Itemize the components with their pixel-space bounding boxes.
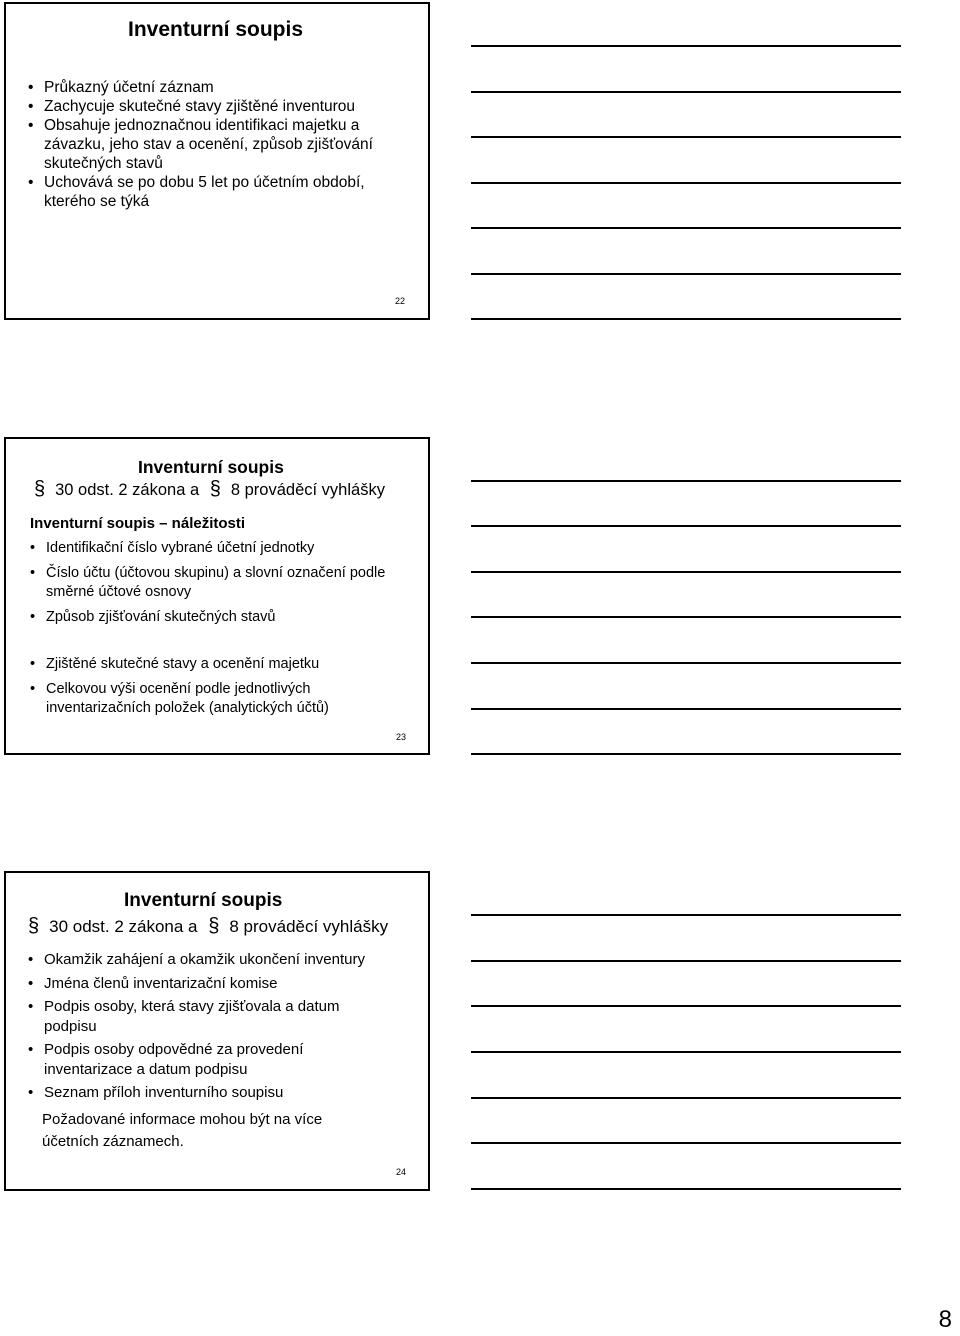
note-line — [471, 273, 901, 275]
note-line — [471, 914, 901, 916]
note-line — [471, 708, 901, 710]
list-item: • Jména členů inventarizační komise — [28, 974, 278, 992]
note-line — [471, 525, 901, 527]
slide-22 — [4, 2, 430, 320]
list-item: • Způsob zjišťování skutečných stavů — [30, 608, 276, 625]
slide-24 — [4, 871, 430, 1191]
list-item: • Číslo účtu (účtovou skupinu) a slovní označení podle směrné účtové osnovy — [30, 564, 386, 600]
note-line — [471, 1051, 901, 1053]
list-item: • Zachycuje skutečné stavy zjištěné inventurou — [28, 98, 356, 115]
section-symbol: § — [34, 478, 46, 500]
section-heading: Inventurní soupis – náležitosti — [30, 515, 246, 532]
note-line — [471, 182, 901, 184]
list-item: • Okamžik zahájení a okamžik ukončení inventury — [28, 951, 365, 968]
section-symbol: § — [28, 915, 40, 937]
section-symbol: § — [209, 478, 221, 500]
slide-number: 22 — [395, 296, 406, 306]
list-item: • Podpis osoby odpovědné za provedení inventarizace a datum podpisu — [28, 1041, 304, 1078]
list-item: • Podpis osoby, která stavy zjišťovala a datum podpisu — [28, 998, 340, 1035]
slide-subtitle: § 30 odst. 2 zákona a § 8 prováděcí vyhlášky — [28, 915, 389, 937]
note-line — [471, 45, 901, 47]
bullet-list — [28, 950, 413, 1103]
note-line — [471, 136, 901, 138]
list-item: • Obsahuje jednoznačnou identifikaci majetku a závazku, jeho stav a ocenění, způsob zjišťování skutečných stavů — [28, 117, 373, 172]
note-line — [471, 1188, 901, 1190]
slide-title: Inventurní soupis — [124, 890, 283, 911]
list-item: • Uchovává se po dobu 5 let po účetním období, kterého se týká — [28, 174, 365, 210]
note-line — [471, 480, 901, 482]
slide-23 — [4, 437, 430, 755]
section-symbol: § — [208, 915, 220, 937]
note-line — [471, 1142, 901, 1144]
bullet-list — [30, 655, 400, 719]
slide-title: Inventurní soupis — [138, 457, 284, 477]
note-line — [471, 1005, 901, 1007]
note-line — [471, 616, 901, 618]
page-number: 8 — [938, 1306, 952, 1333]
bullet-list — [28, 78, 408, 211]
list-item: • Průkazný účetní záznam — [28, 79, 214, 96]
slide-title: Inventurní soupis — [128, 18, 304, 41]
slide-note: Požadované informace mohou být na více účetních záznamech. — [42, 1111, 323, 1150]
slide-subtitle: § 30 odst. 2 zákona a § 8 prováděcí vyhlášky — [34, 478, 385, 500]
note-line — [471, 91, 901, 93]
note-line — [471, 1097, 901, 1099]
note-line — [471, 318, 901, 320]
note-line — [471, 662, 901, 664]
list-item: • Zjištěné skutečné stavy a ocenění majetku — [30, 656, 320, 672]
note-line — [471, 753, 901, 755]
list-item: • Seznam příloh inventurního soupisu — [28, 1084, 284, 1101]
note-line — [471, 960, 901, 962]
note-line — [471, 227, 901, 229]
bullet-list — [30, 539, 400, 627]
list-item: • Celkovou výši ocenění podle jednotlivých inventarizačních položek (analytických účtů) — [30, 680, 329, 716]
note-line — [471, 571, 901, 573]
list-item: • Identifikační číslo vybrané účetní jednotky — [30, 540, 315, 556]
slide-number: 24 — [396, 1167, 407, 1177]
slide-number: 23 — [396, 732, 407, 742]
